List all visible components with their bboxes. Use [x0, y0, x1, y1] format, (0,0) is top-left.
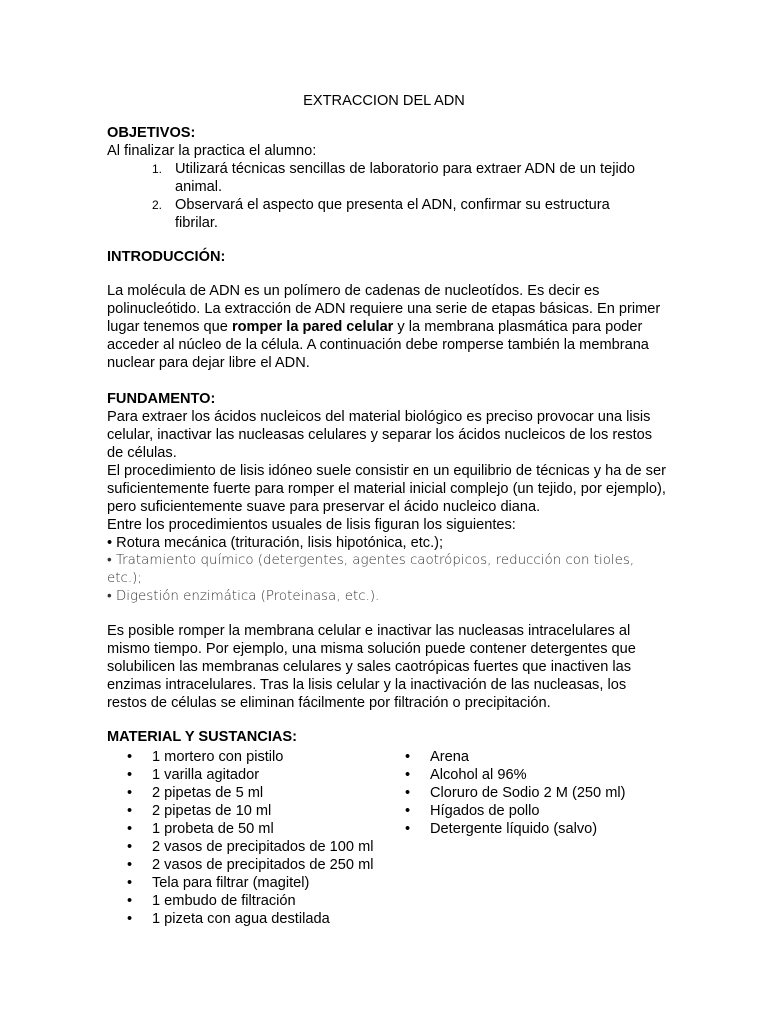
objetivo-number: 2. — [152, 198, 163, 212]
document-title: EXTRACCION DEL ADN — [303, 93, 465, 109]
bullet-icon: • — [127, 749, 133, 765]
bullet-icon: • — [405, 803, 411, 819]
material-heading: MATERIAL Y SUSTANCIAS: — [107, 729, 298, 745]
objetivo-text-line1: Utilizará técnicas sencillas de laboratorio para extraer ADN de un tejido — [175, 161, 635, 177]
objetivo-item — [107, 160, 667, 196]
material-item — [385, 784, 625, 802]
material-item — [107, 874, 373, 892]
bullet-icon: • — [127, 911, 133, 927]
bullet-icon: • — [127, 857, 133, 873]
bullet-icon: • — [127, 893, 133, 909]
fundamento-paragraph-3: Entre los procedimientos usuales de lisis figuran los siguientes: — [107, 517, 516, 533]
fundamento-paragraph-1: Para extraer los ácidos nucleicos del material biológico es preciso provocar una lisis celular, inactivar las nucleasas celulares y separar los ácidos nucleicos de los restos de células. — [107, 409, 653, 461]
material-item-label: Alcohol al 96% — [430, 767, 527, 783]
fundamento-heading: FUNDAMENTO: — [107, 391, 216, 407]
bullet-icon: • — [127, 803, 133, 819]
bullet-icon: • — [405, 767, 411, 783]
material-item-label: Arena — [430, 749, 469, 765]
objetivos-section — [107, 124, 667, 232]
material-item-label: Tela para filtrar (magitel) — [152, 875, 310, 891]
bullet-icon: • — [127, 821, 133, 837]
introduccion-text-start: La molécula de ADN es un polímero de cadenas de nucleotídos. Es decir es polinucleótido. La extracción de ADN requiere una serie de etapas básicas. En primer lugar tenemos que — [107, 283, 661, 335]
material-item — [107, 748, 373, 766]
material-item — [107, 856, 373, 874]
introduccion-heading: INTRODUCCIÓN: — [107, 249, 226, 265]
bullet-icon: • — [405, 821, 411, 837]
material-item-label: 2 pipetas de 10 ml — [152, 803, 272, 819]
introduccion-paragraph — [107, 282, 667, 372]
material-item — [107, 892, 373, 910]
bullet-icon: • — [405, 785, 411, 801]
material-item-label: 2 pipetas de 5 ml — [152, 785, 264, 801]
material-item — [107, 820, 373, 838]
fundamento-bullet-2: • Tratamiento químico (detergentes, agentes caotrópicos, reducción con tioles, etc.); — [107, 553, 635, 586]
material-item — [385, 802, 625, 820]
bullet-icon: • — [127, 767, 133, 783]
material-item-label: 2 vasos de precipitados de 250 ml — [152, 857, 374, 873]
material-item — [107, 802, 373, 820]
objetivo-text-line2: fibrilar. — [175, 215, 218, 231]
introduccion-bold-phrase: romper la pared celular — [231, 319, 394, 335]
objetivos-list — [107, 160, 667, 232]
objetivos-heading: OBJETIVOS: — [107, 125, 196, 141]
material-item — [385, 766, 625, 784]
fundamento-body-2 — [107, 622, 667, 712]
material-item — [107, 838, 373, 856]
fundamento-bullet-1: • Rotura mecánica (trituración, lisis hipotónica, etc.); — [107, 535, 444, 551]
material-item-label: 1 embudo de filtración — [152, 893, 296, 909]
introduccion-body — [107, 282, 667, 372]
material-item-label: Cloruro de Sodio 2 M (250 ml) — [430, 785, 626, 801]
introduccion-text-end: y la membrana plasmática para poder acceder al núcleo de la célula. A continuación debe romperse también la membrana nuclear para dejar libre el ADN. — [107, 319, 649, 371]
objetivo-text-line2: animal. — [175, 179, 223, 195]
bullet-icon: • — [127, 875, 133, 891]
fundamento-bullet-3: • Digestión enzimática (Proteinasa, etc.). — [107, 589, 380, 604]
fundamento-paragraph-2: El procedimiento de lisis idóneo suele consistir en un equilibrio de técnicas y ha de ser suficientemente fuerte para romper el material inicial complejo (un tejido, por ejemplo), pero suficientemente suave para preservar el ácido nucleico diana. — [107, 463, 666, 515]
bullet-icon: • — [127, 785, 133, 801]
fundamento-paragraph-4: Es posible romper la membrana celular e inactivar las nucleasas intracelulares al mismo tiempo. Por ejemplo, una misma solución puede contener detergentes que solubilicen las membranas celulares y sales caotrópicas fuertes que inactiven las enzimas intracelulares. Tras la lisis celular y la inactivación de las nucleasas, los restos de células se eliminan fácilmente por filtración o precipitación. — [107, 623, 636, 711]
material-item-label: 1 probeta de 50 ml — [152, 821, 274, 837]
material-item-label: 1 pizeta con agua destilada — [152, 911, 330, 927]
bullet-icon: • — [405, 749, 411, 765]
material-list-right — [385, 748, 625, 838]
material-item — [107, 784, 373, 802]
objetivos-intro: Al finalizar la practica el alumno: — [107, 143, 317, 159]
objetivo-number: 1. — [152, 162, 163, 176]
material-item — [385, 748, 625, 766]
objetivo-item — [107, 196, 667, 232]
material-item-label: Hígados de pollo — [430, 803, 540, 819]
material-item-label: 2 vasos de precipitados de 100 ml — [152, 839, 374, 855]
introduccion-section — [107, 248, 667, 266]
material-item-label: Detergente líquido (salvo) — [430, 821, 598, 837]
material-item — [107, 766, 373, 784]
material-item-label: 1 varilla agitador — [152, 767, 260, 783]
material-item — [107, 910, 373, 928]
fundamento-section — [107, 390, 667, 606]
material-section — [107, 728, 667, 746]
bullet-icon: • — [127, 839, 133, 855]
material-list-left — [107, 748, 373, 928]
material-item — [385, 820, 625, 838]
material-item-label: 1 mortero con pistilo — [152, 749, 284, 765]
objetivo-text-line1: Observará el aspecto que presenta el ADN, confirmar su estructura — [175, 197, 610, 213]
